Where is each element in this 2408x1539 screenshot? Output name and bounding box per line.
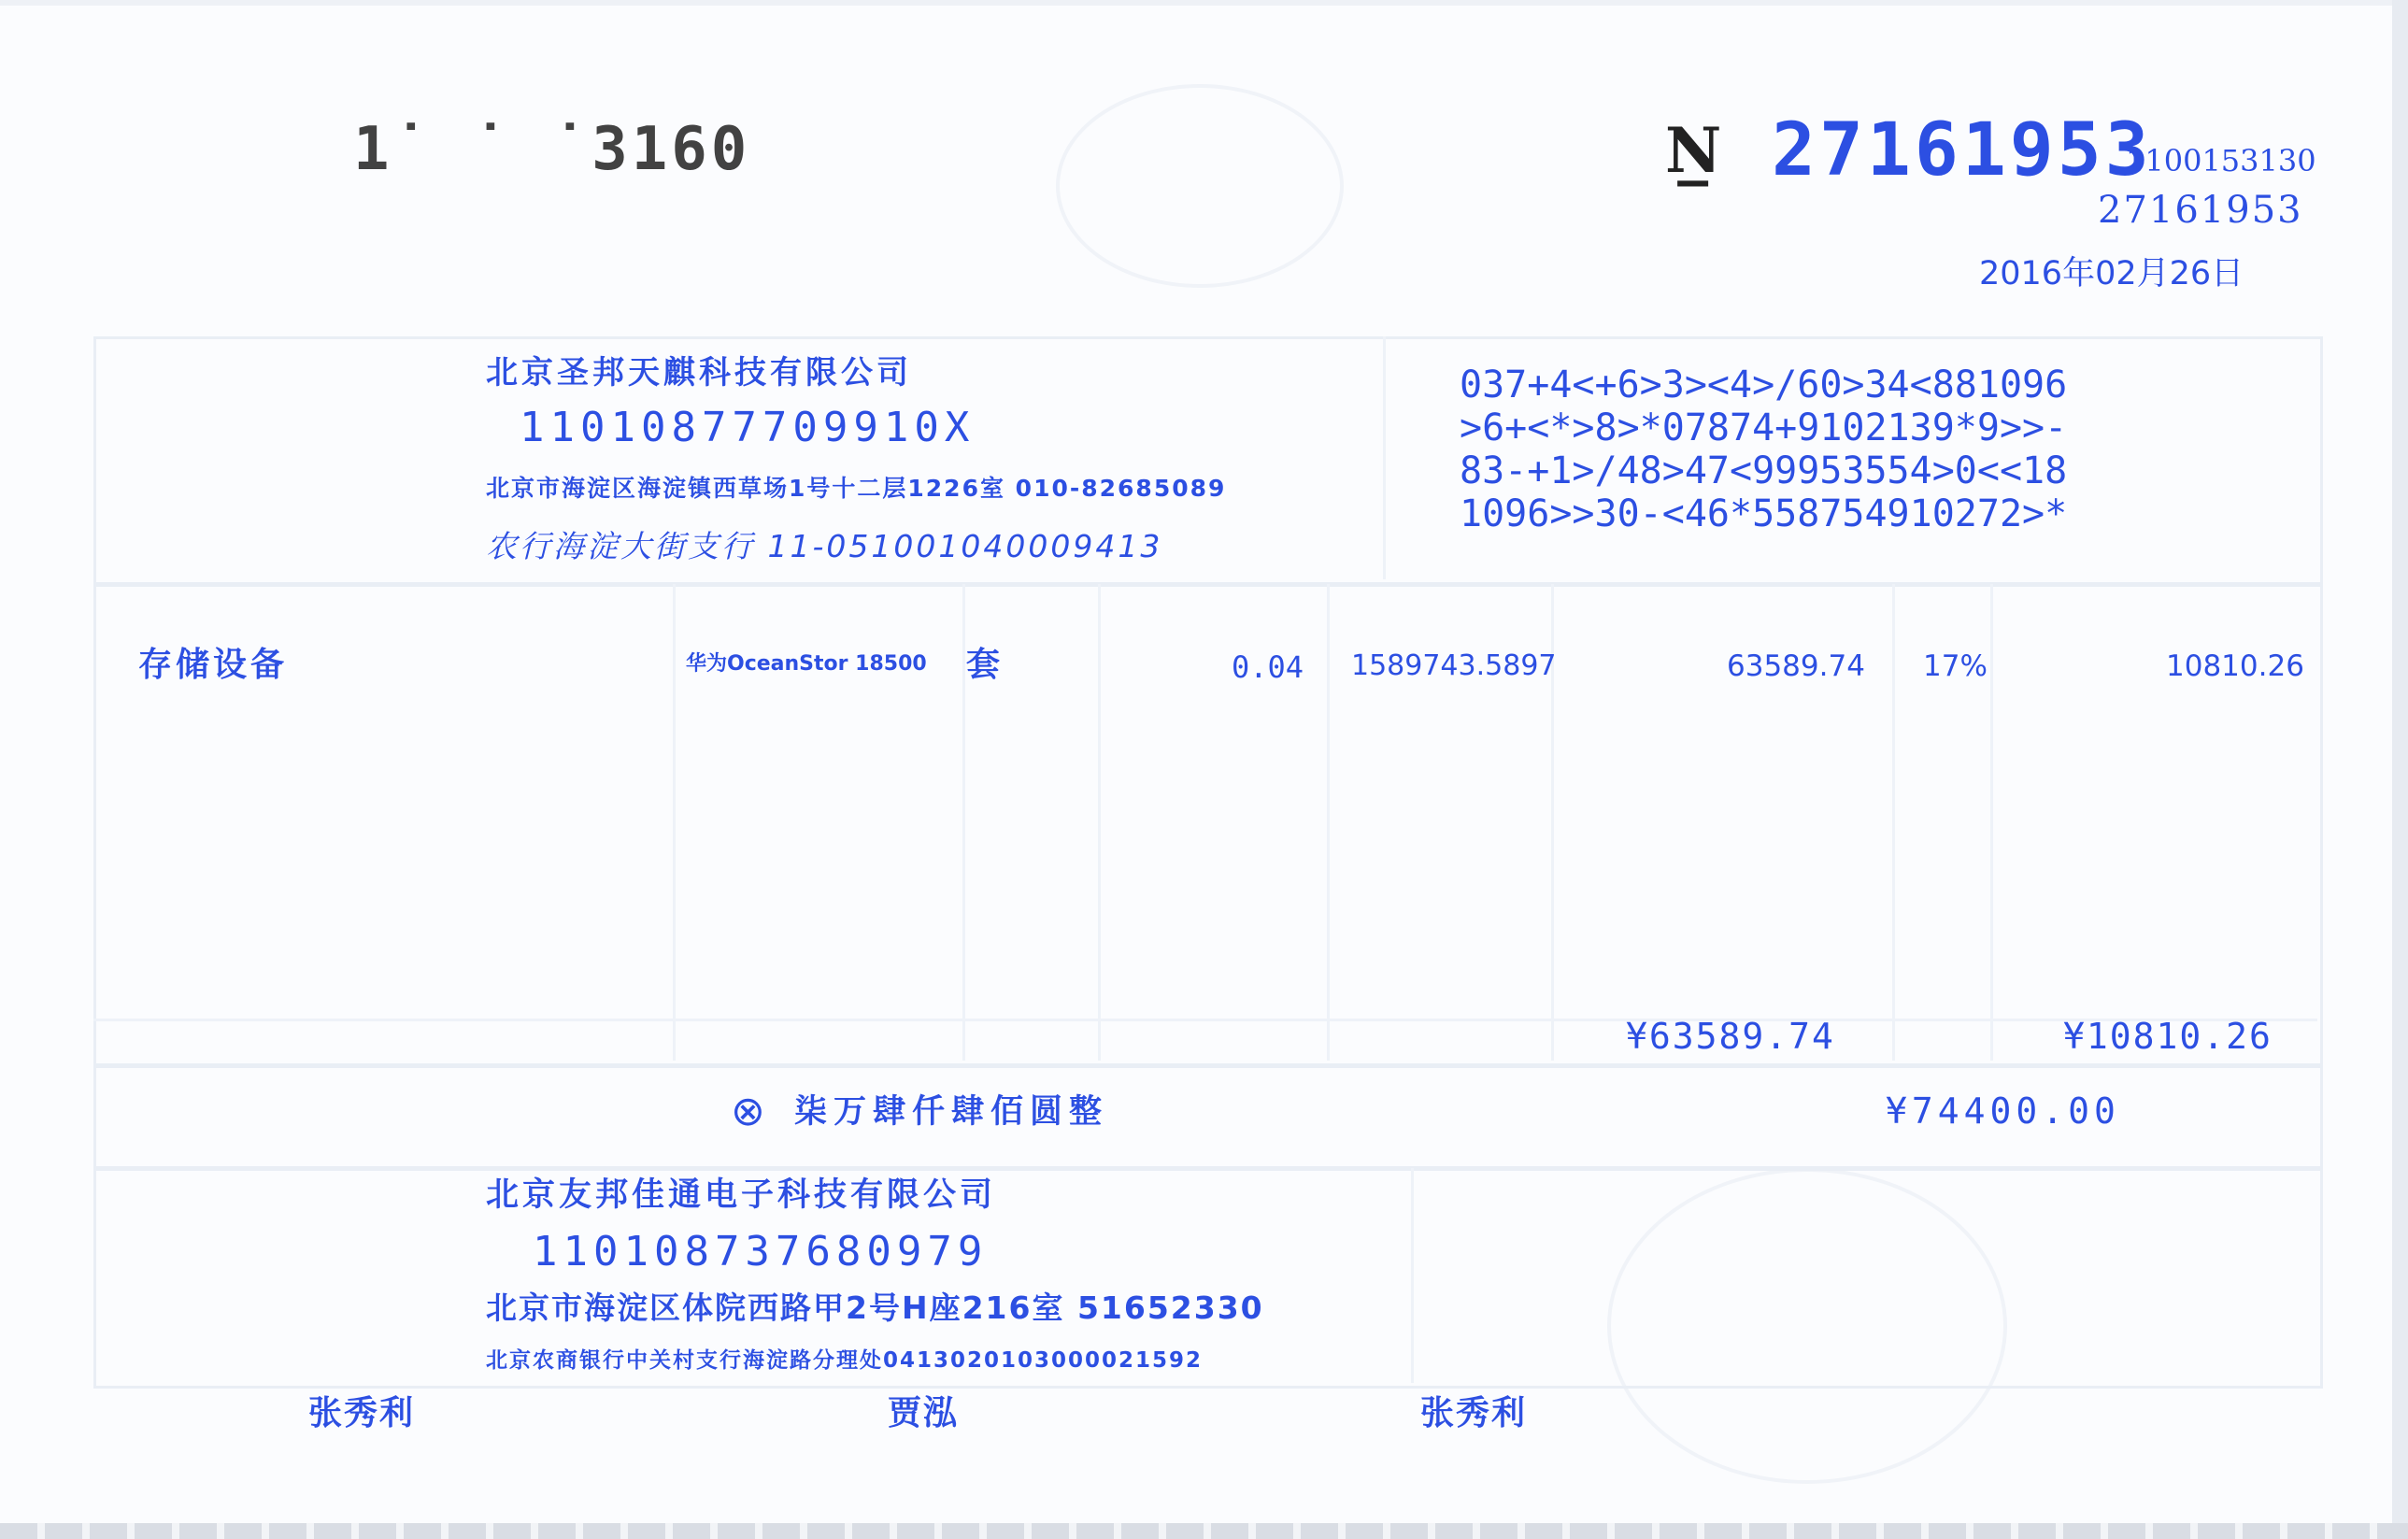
invoice-date: 2016年02月26日 xyxy=(1979,255,2244,292)
subtotal-tax: ¥10810.26 xyxy=(2063,1016,2273,1057)
circle-x-icon: ⊗ xyxy=(731,1088,765,1135)
item-tax: 10810.26 xyxy=(2166,649,2304,683)
invoice-code-partial: 1˙ ˙ ˙3160 xyxy=(353,115,751,184)
faint-seal-top xyxy=(1056,84,1344,288)
seller-address-phone: 北京市海淀区体院西路甲2号H座216室 51652330 xyxy=(486,1290,1264,1326)
drawer-signature: 张秀利 xyxy=(1420,1394,1528,1432)
item-amount: 63589.74 xyxy=(1727,649,1865,683)
column-divider-spec xyxy=(673,584,676,1061)
item-unit-price: 1589743.5897 xyxy=(1351,649,1557,682)
cipher-line: 037+4<+6>3><4>/60>34<881096 xyxy=(1460,363,2068,406)
item-spec: 华为OceanStor 18500 xyxy=(686,652,927,676)
invoice-number-large: 27161953 xyxy=(1772,108,2153,192)
subtotal-row-line xyxy=(93,1019,2317,1021)
seller-tax-id: 110108737680979 xyxy=(533,1228,989,1275)
cipher-line: 1096>>30-<46*558754910272>* xyxy=(1460,492,2068,535)
payee-signature: 张秀利 xyxy=(308,1394,416,1432)
seller-divider xyxy=(1411,1168,1414,1383)
cipher-line: 83-+1>/48>47<99953554>0<<18 xyxy=(1460,449,2068,492)
buyer-tax-id: 11010877709910X xyxy=(520,404,976,451)
cipher-line: >6+<*>8>*07874+9102139*9>>- xyxy=(1460,406,2068,449)
items-section-frame xyxy=(93,584,2323,1066)
invoice-number-small: 27161953 xyxy=(2098,189,2303,232)
item-name: 存储设备 xyxy=(138,646,289,684)
paper-right-edge xyxy=(2392,0,2408,1539)
column-divider-unit xyxy=(962,584,965,1061)
total-in-words: 柒万肆仟肆佰圆整 xyxy=(794,1093,1109,1131)
total-in-figures: ¥74400.00 xyxy=(1886,1090,2120,1132)
no-mark: N̲ xyxy=(1665,114,1722,187)
seller-name: 北京友邦佳通电子科技有限公司 xyxy=(486,1176,997,1214)
buyer-bank-account: 农行海淀大街支行 11-051001040009413 xyxy=(486,528,1163,564)
item-tax-rate: 17% xyxy=(1923,649,1988,683)
invoice-code: 1100153130 xyxy=(2126,143,2316,178)
buyer-divider xyxy=(1383,336,1386,579)
paper-bottom-edge xyxy=(0,1523,2408,1539)
buyer-name: 北京圣邦天麒科技有限公司 xyxy=(486,354,912,392)
column-divider-tax xyxy=(1990,584,1993,1061)
paper-top-edge xyxy=(0,0,2408,6)
column-divider-rate xyxy=(1892,584,1895,1061)
item-quantity: 0.04 xyxy=(1232,649,1304,685)
subtotal-amount: ¥63589.74 xyxy=(1626,1016,1835,1057)
buyer-address-phone: 北京市海淀区海淀镇西草场1号十二层1226室 010-82685089 xyxy=(486,475,1227,502)
column-divider-qty xyxy=(1098,584,1101,1061)
reviewer-signature: 贾泓 xyxy=(888,1394,960,1432)
seller-section-frame xyxy=(93,1168,2323,1389)
seller-bank-account: 北京农商银行中关村支行海淀路分理处0413020103000021592 xyxy=(486,1348,1204,1373)
item-unit: 套 xyxy=(966,646,1001,684)
column-divider-price xyxy=(1327,584,1330,1061)
